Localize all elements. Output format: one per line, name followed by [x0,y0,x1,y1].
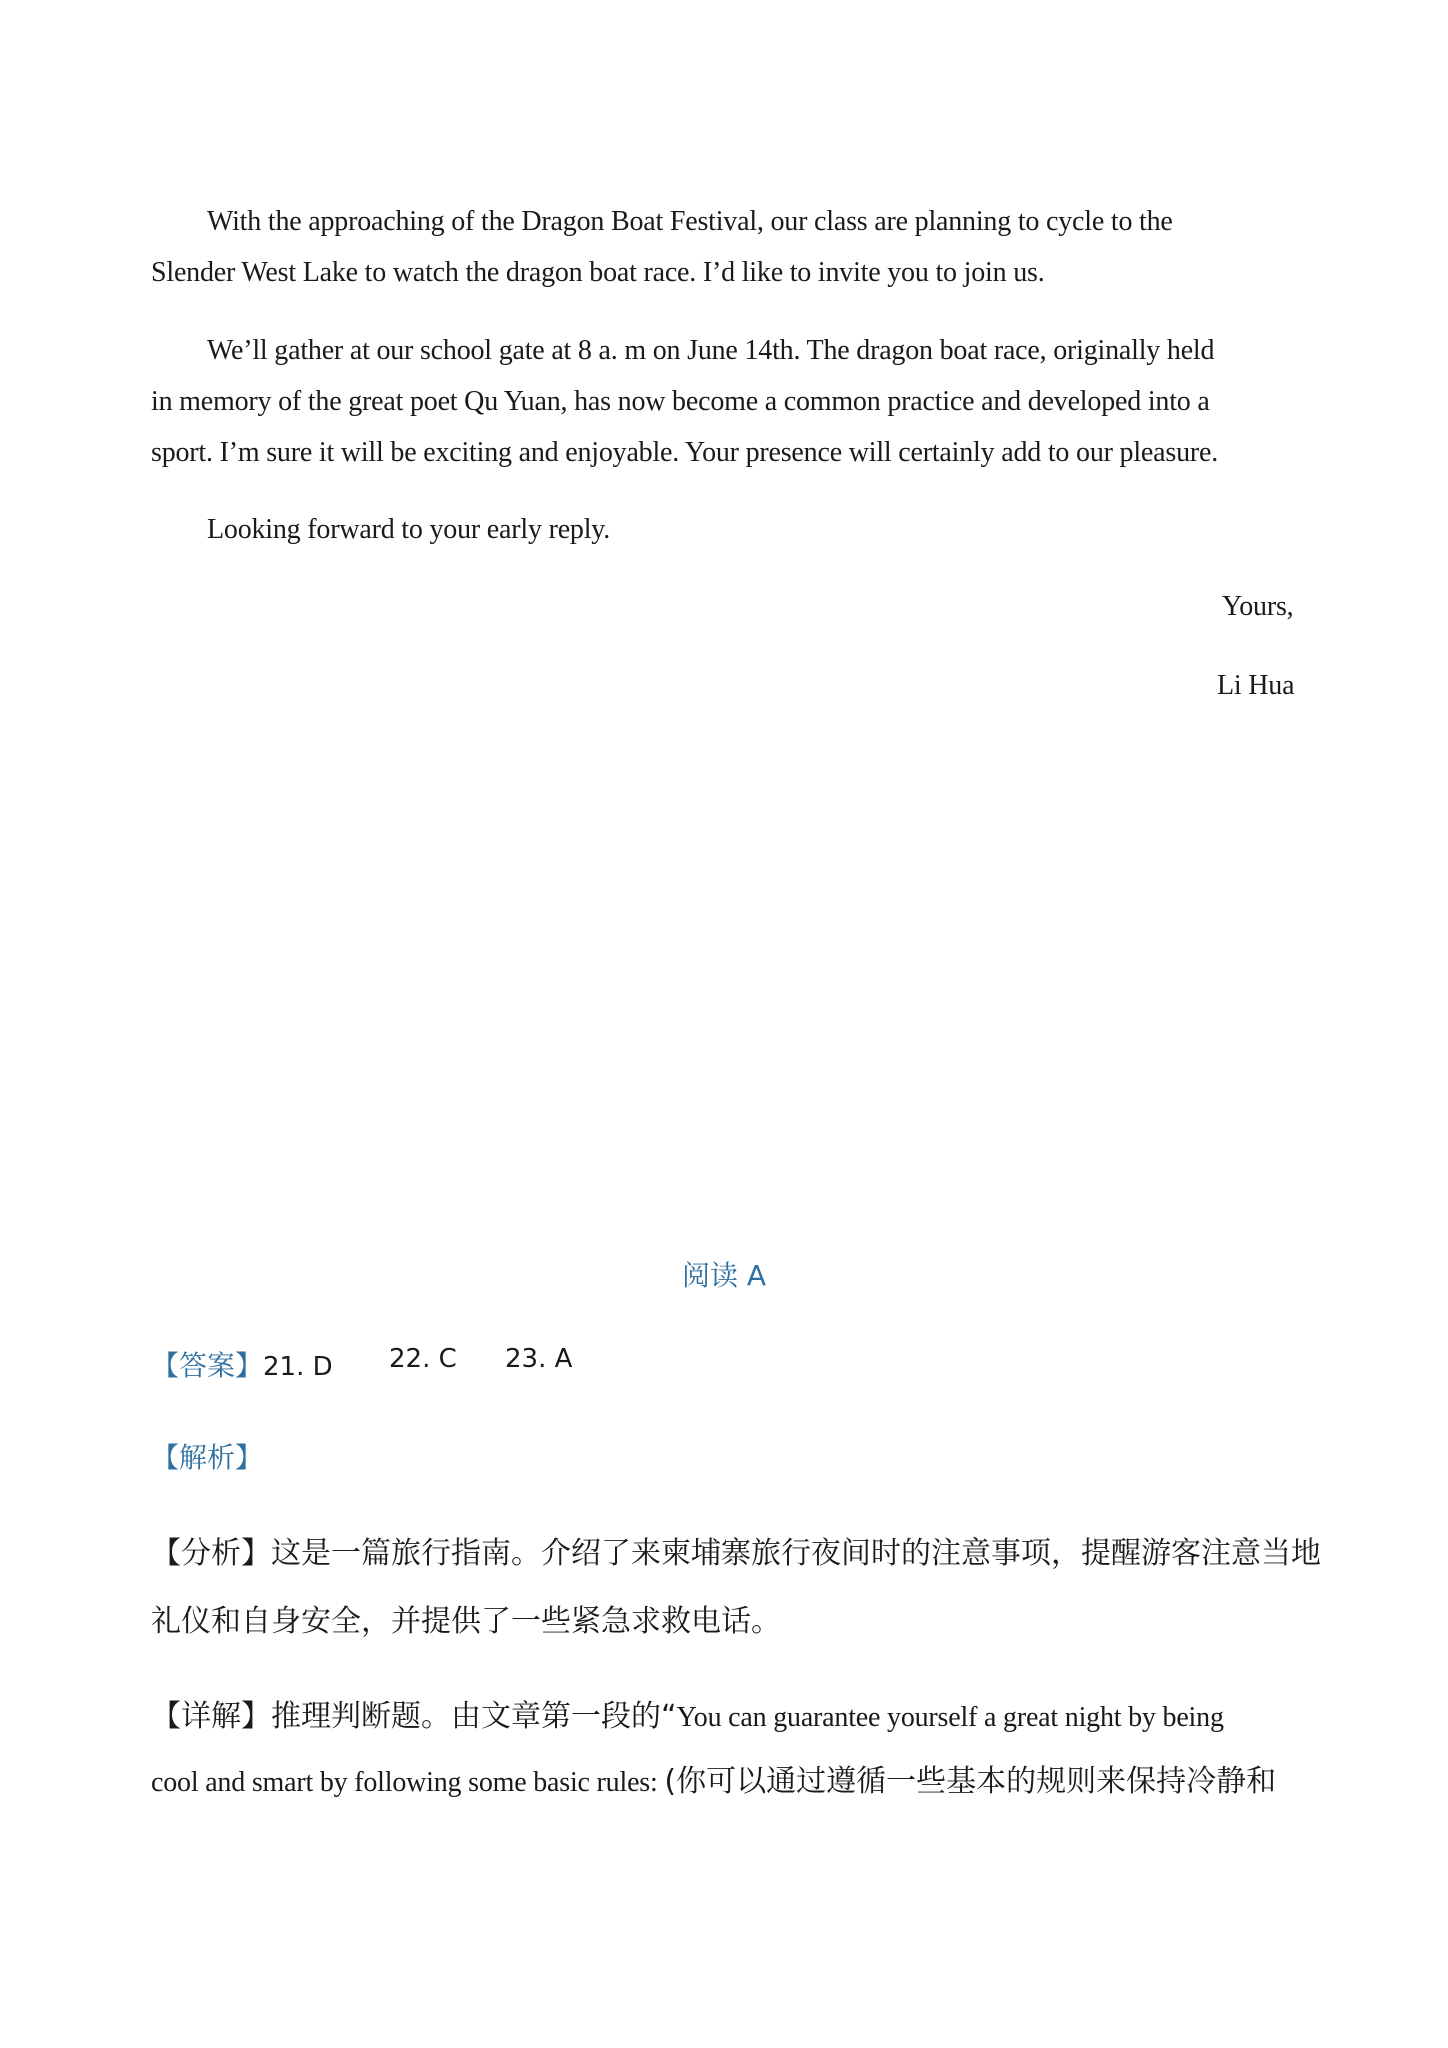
fenxi-text-1: 这是一篇旅行指南。介绍了来柬埔寨旅行夜间时的注意事项，提醒游客注意当地 [271,1536,1321,1571]
answer-row [151,1344,573,1384]
xiangjie-text-en-1: You can guarantee yourself a great night by being [676,1702,1224,1733]
xiangjie-text-en-2: cool and smart by following some basic rules: [151,1767,665,1798]
xiangjie-text-zh-1: 推理判断题。由文章第一段的“ [271,1699,677,1734]
answer-21: 21. D [263,1352,333,1382]
letter-p2-line3: sport. I’m sure it will be exciting and enjoyable. Your presence will certainly add to our pleasure. [151,437,1219,468]
letter-signature: Li Hua [1217,670,1295,701]
answer-23: 23. A [505,1344,573,1374]
xiangjie-line1 [151,1691,1224,1735]
analysis-label: 【解析】 [151,1441,264,1474]
section-title: 阅读 A [681,1259,767,1292]
xiangjie-text-zh-2: (你可以通过遵循一些基本的规则来保持冷静和 [664,1764,1277,1799]
fenxi-label: 【分析】 [151,1536,271,1571]
letter-p2-line1: We’ll gather at our school gate at 8 a. m on June 14th. The dragon boat race, originally held [207,335,1215,366]
letter-p1-line1: With the approaching of the Dragon Boat Festival, our class are planning to cycle to the [207,206,1173,237]
letter-closing: Yours, [1222,591,1294,622]
fenxi-line1 [151,1528,1321,1572]
answer-22: 22. C [389,1344,457,1374]
answer-label: 【答案】 [151,1349,264,1382]
letter-p2-line2: in memory of the great poet Qu Yuan, has now become a common practice and developed into a [151,386,1210,417]
letter-p1-line2: Slender West Lake to watch the dragon boat race. I’d like to invite you to join us. [151,257,1045,288]
letter-p3: Looking forward to your early reply. [207,514,611,545]
fenxi-line2: 礼仪和自身安全，并提供了一些紧急求救电话。 [151,1604,781,1639]
xiangjie-label: 【详解】 [151,1699,271,1734]
xiangjie-line2 [151,1756,1276,1800]
